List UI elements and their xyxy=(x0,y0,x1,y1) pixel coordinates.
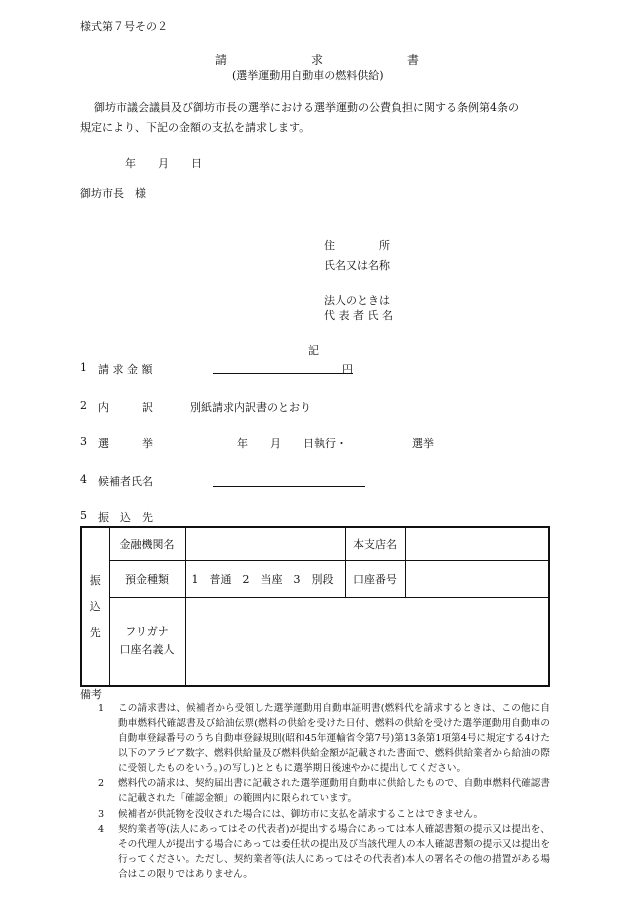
breakdown-value: 別紙請求内訳書のとおり xyxy=(190,401,311,414)
corporation-label: 法人のときは xyxy=(324,294,390,307)
account-number-field[interactable] xyxy=(405,560,549,597)
note-item: 4 契約業者等(法人にあってはその代表者)が提出する場合にあっては本人確認書類の提示又は提出を、その代理人が提出する場合にあっては委任状の提出及び当該代理人の本人確認書類の提示又は提出を行ってください。ただし、契約業者等(法人にあってはその代表者)本人の署名その他の措置がある場合はこの限りではありません。 xyxy=(98,824,550,880)
intro-text-line1: 御坊市議会議員及び御坊市長の選挙における選挙運動の公費負担に関する条例第4条の xyxy=(94,101,519,114)
notes-heading: 備考 xyxy=(80,688,102,701)
document-title: 請 求 書 xyxy=(215,53,420,67)
transfer-label: 振 込 先 xyxy=(98,511,153,524)
holder-name-label: 口座名義人 xyxy=(119,643,175,657)
note-item: 1 この請求書は、候補者から受領した選挙運動用自動車証明書(燃料代を請求するときは、この他に自動車燃料代確認書及び給油伝票(燃料の供給を受けた日付、燃料の供給を受けた選挙運動用自動車の自動車登録番号のうち自動車登録規則(昭和45年運輸省令第7号)第13条第1項第4号に規定する4けた以下のアラビア数字、燃料供給量及び燃料供給金額が記載された書面で、燃料供給業者から給油の際に受領したものをいう。)の写し)とともに選挙期日後速やかに提出してください。 xyxy=(98,703,550,774)
amount-input-line[interactable] xyxy=(213,373,353,374)
breakdown-label: 内 訳 xyxy=(98,401,153,414)
branch-field[interactable] xyxy=(405,527,549,560)
addressee: 御坊市長 様 xyxy=(80,187,146,200)
yen-unit: 円 xyxy=(342,363,353,376)
transfer-side-label: 振 込 先 xyxy=(81,527,109,686)
election-suffix: 選挙 xyxy=(412,437,434,450)
amount-label: 請 求 金 額 xyxy=(98,363,153,376)
election-label: 選 挙 xyxy=(98,437,153,450)
ki-heading: 記 xyxy=(308,344,319,357)
election-date[interactable]: 年 月 日執行・ xyxy=(237,437,347,450)
deposit-type-label: 預金種類 xyxy=(109,560,185,597)
item-number: 3 xyxy=(80,435,87,448)
intro-text-line2: 規定により、下記の金額の支払を請求します。 xyxy=(80,121,311,134)
note-item: 2 燃料代の請求は、契約届出書に記載された選挙運動用自動車に供給したもので、自動車燃料代確認書に記載された「確認金額」の範囲内に限られています。 xyxy=(98,778,550,804)
bank-name-label: 金融機関名 xyxy=(109,527,185,560)
candidate-label: 候補者氏名 xyxy=(98,475,153,488)
bank-account-table xyxy=(80,526,550,687)
form-number: 様式第７号その２ xyxy=(80,20,168,33)
branch-label: 本支店名 xyxy=(345,527,405,560)
document-subtitle: (選挙運動用自動車の燃料供給) xyxy=(232,69,384,82)
account-holder-label xyxy=(109,597,185,686)
account-number-label: 口座番号 xyxy=(345,560,405,597)
account-holder-field[interactable] xyxy=(185,597,549,686)
candidate-input-line[interactable] xyxy=(213,486,365,487)
bank-name-field[interactable] xyxy=(185,527,345,560)
address-label: 住 所 xyxy=(324,239,390,252)
name-label: 氏名又は名称 xyxy=(324,259,390,272)
item-number: 2 xyxy=(80,399,87,412)
date-field[interactable]: 年 月 日 xyxy=(125,157,202,170)
item-number: 4 xyxy=(80,473,87,486)
note-item: 3 候補者が供託物を没収された場合には、御坊市に支払を請求することはできません。 xyxy=(98,809,484,820)
item-number: 5 xyxy=(80,509,87,522)
deposit-type-options[interactable]: 1 普通 2 当座 3 別段 xyxy=(185,560,345,597)
furigana-label: フリガナ xyxy=(125,625,169,639)
representative-label: 代 表 者 氏 名 xyxy=(324,309,393,322)
item-number: 1 xyxy=(80,361,87,374)
